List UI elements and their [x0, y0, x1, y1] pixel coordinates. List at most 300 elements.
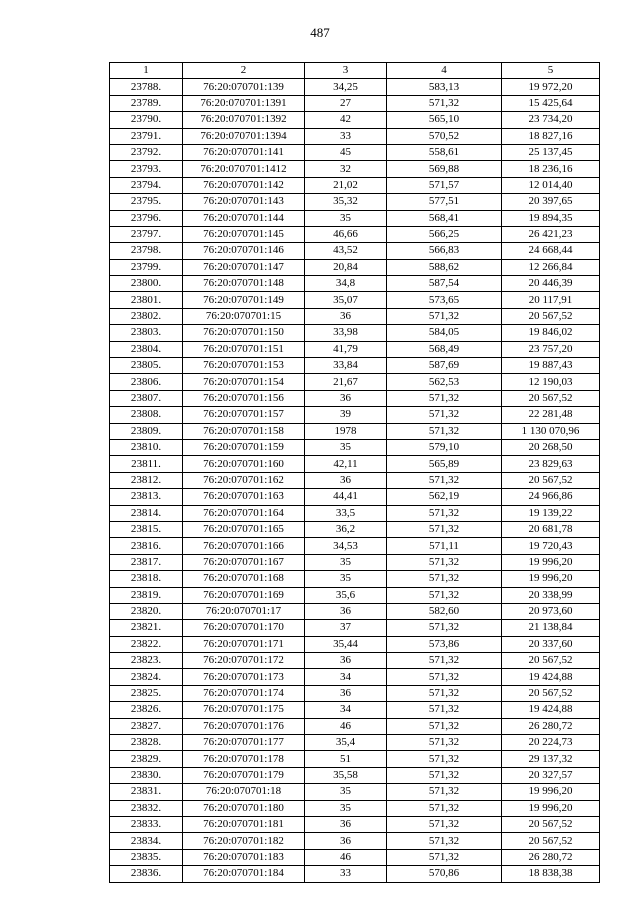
rate-cell: 571,32: [387, 571, 502, 587]
area-cell: 34: [305, 669, 387, 685]
row-number-cell: 23809.: [110, 423, 183, 439]
cadastral-number-cell: 76:20:070701:177: [183, 735, 305, 751]
table-row: [110, 784, 600, 800]
column-header: 5: [502, 63, 600, 79]
area-cell: 34,25: [305, 79, 387, 95]
row-number-cell: 23813.: [110, 489, 183, 505]
cadastral-number-cell: 76:20:070701:154: [183, 374, 305, 390]
area-cell: 42,11: [305, 456, 387, 472]
cadastral-number-cell: 76:20:070701:168: [183, 571, 305, 587]
cadastral-number-cell: 76:20:070701:163: [183, 489, 305, 505]
area-cell: 35: [305, 554, 387, 570]
rate-cell: 571,32: [387, 833, 502, 849]
area-cell: 21,02: [305, 177, 387, 193]
rate-cell: 571,32: [387, 653, 502, 669]
cadastral-number-cell: 76:20:070701:160: [183, 456, 305, 472]
cadastral-number-cell: 76:20:070701:18: [183, 784, 305, 800]
cadastral-number-cell: 76:20:070701:176: [183, 718, 305, 734]
rate-cell: 566,25: [387, 226, 502, 242]
value-cell: 12 190,03: [502, 374, 600, 390]
table-row: [110, 751, 600, 767]
row-number-cell: 23829.: [110, 751, 183, 767]
value-cell: 19 894,35: [502, 210, 600, 226]
table-row: [110, 538, 600, 554]
row-number-cell: 23812.: [110, 472, 183, 488]
row-number-cell: 23835.: [110, 849, 183, 865]
area-cell: 33: [305, 866, 387, 882]
value-cell: 26 280,72: [502, 718, 600, 734]
row-number-cell: 23831.: [110, 784, 183, 800]
row-number-cell: 23806.: [110, 374, 183, 390]
table-row: [110, 456, 600, 472]
table-row: [110, 653, 600, 669]
rate-cell: 571,32: [387, 816, 502, 832]
area-cell: 35,4: [305, 735, 387, 751]
value-cell: 21 138,84: [502, 620, 600, 636]
row-number-cell: 23810.: [110, 439, 183, 455]
area-cell: 35: [305, 571, 387, 587]
cadastral-number-cell: 76:20:070701:166: [183, 538, 305, 554]
value-cell: 20 567,52: [502, 653, 600, 669]
value-cell: 20 397,65: [502, 194, 600, 210]
cadastral-number-cell: 76:20:070701:1391: [183, 95, 305, 111]
row-number-cell: 23825.: [110, 685, 183, 701]
table-row: [110, 259, 600, 275]
row-number-cell: 23804.: [110, 341, 183, 357]
area-cell: 34: [305, 702, 387, 718]
value-cell: 18 838,38: [502, 866, 600, 882]
table-row: [110, 341, 600, 357]
table-row: [110, 554, 600, 570]
table-row: [110, 79, 600, 95]
rate-cell: 571,32: [387, 95, 502, 111]
cadastral-number-cell: 76:20:070701:15: [183, 308, 305, 324]
table-row: [110, 866, 600, 882]
value-cell: 1 130 070,96: [502, 423, 600, 439]
table-row: [110, 128, 600, 144]
area-cell: 43,52: [305, 243, 387, 259]
cadastral-number-cell: 76:20:070701:169: [183, 587, 305, 603]
cadastral-number-cell: 76:20:070701:150: [183, 325, 305, 341]
rate-cell: 568,49: [387, 341, 502, 357]
row-number-cell: 23819.: [110, 587, 183, 603]
area-cell: 41,79: [305, 341, 387, 357]
table-row: [110, 243, 600, 259]
rate-cell: 582,60: [387, 603, 502, 619]
rate-cell: 571,32: [387, 718, 502, 734]
area-cell: 20,84: [305, 259, 387, 275]
area-cell: 36: [305, 603, 387, 619]
value-cell: 19 996,20: [502, 571, 600, 587]
rate-cell: 571,32: [387, 800, 502, 816]
table-row: [110, 685, 600, 701]
table-row: [110, 374, 600, 390]
area-cell: 45: [305, 144, 387, 160]
area-cell: 35,44: [305, 636, 387, 652]
area-cell: 1978: [305, 423, 387, 439]
row-number-cell: 23816.: [110, 538, 183, 554]
cadastral-number-cell: 76:20:070701:156: [183, 390, 305, 406]
row-number-cell: 23827.: [110, 718, 183, 734]
rate-cell: 562,53: [387, 374, 502, 390]
rate-cell: 571,32: [387, 784, 502, 800]
cadastral-number-cell: 76:20:070701:151: [183, 341, 305, 357]
value-cell: 19 887,43: [502, 358, 600, 374]
cadastral-number-cell: 76:20:070701:178: [183, 751, 305, 767]
cadastral-number-cell: 76:20:070701:173: [183, 669, 305, 685]
area-cell: 34,8: [305, 276, 387, 292]
value-cell: 23 829,63: [502, 456, 600, 472]
table-row: [110, 112, 600, 128]
rate-cell: 571,32: [387, 587, 502, 603]
row-number-cell: 23805.: [110, 358, 183, 374]
rate-cell: 568,41: [387, 210, 502, 226]
value-cell: 12 014,40: [502, 177, 600, 193]
cadastral-number-cell: 76:20:070701:165: [183, 521, 305, 537]
row-number-cell: 23788.: [110, 79, 183, 95]
row-number-cell: 23826.: [110, 702, 183, 718]
table-row: [110, 620, 600, 636]
cadastral-number-cell: 76:20:070701:144: [183, 210, 305, 226]
column-header: 2: [183, 63, 305, 79]
table-row: [110, 849, 600, 865]
area-cell: 35,07: [305, 292, 387, 308]
value-cell: 20 567,52: [502, 816, 600, 832]
row-number-cell: 23807.: [110, 390, 183, 406]
row-number-cell: 23802.: [110, 308, 183, 324]
value-cell: 19 846,02: [502, 325, 600, 341]
row-number-cell: 23818.: [110, 571, 183, 587]
value-cell: 20 327,57: [502, 767, 600, 783]
rate-cell: 571,32: [387, 554, 502, 570]
cadastral-number-cell: 76:20:070701:146: [183, 243, 305, 259]
table-row: [110, 407, 600, 423]
value-cell: 24 668,44: [502, 243, 600, 259]
area-cell: 36: [305, 833, 387, 849]
rate-cell: 571,32: [387, 767, 502, 783]
row-number-cell: 23803.: [110, 325, 183, 341]
table-row: [110, 816, 600, 832]
rate-cell: 566,83: [387, 243, 502, 259]
row-number-cell: 23795.: [110, 194, 183, 210]
area-cell: 34,53: [305, 538, 387, 554]
rate-cell: 584,05: [387, 325, 502, 341]
table-row: [110, 276, 600, 292]
value-cell: 19 720,43: [502, 538, 600, 554]
table-row: [110, 800, 600, 816]
cadastral-number-cell: 76:20:070701:171: [183, 636, 305, 652]
value-cell: 20 567,52: [502, 685, 600, 701]
cadastral-number-cell: 76:20:070701:159: [183, 439, 305, 455]
rate-cell: 571,32: [387, 702, 502, 718]
value-cell: 19 996,20: [502, 800, 600, 816]
table-row: [110, 521, 600, 537]
area-cell: 35: [305, 210, 387, 226]
value-cell: 20 224,73: [502, 735, 600, 751]
area-cell: 33,5: [305, 505, 387, 521]
value-cell: 24 966,86: [502, 489, 600, 505]
cadastral-number-cell: 76:20:070701:167: [183, 554, 305, 570]
rate-cell: 587,69: [387, 358, 502, 374]
row-number-cell: 23821.: [110, 620, 183, 636]
area-cell: 33: [305, 128, 387, 144]
cadastral-number-cell: 76:20:070701:147: [183, 259, 305, 275]
row-number-cell: 23824.: [110, 669, 183, 685]
area-cell: 46: [305, 718, 387, 734]
area-cell: 36: [305, 308, 387, 324]
value-cell: 19 424,88: [502, 669, 600, 685]
rate-cell: 587,54: [387, 276, 502, 292]
cadastral-number-cell: 76:20:070701:143: [183, 194, 305, 210]
table-row: [110, 718, 600, 734]
table-row: [110, 161, 600, 177]
rate-cell: 571,32: [387, 669, 502, 685]
value-cell: 22 281,48: [502, 407, 600, 423]
row-number-cell: 23823.: [110, 653, 183, 669]
value-cell: 23 757,20: [502, 341, 600, 357]
row-number-cell: 23791.: [110, 128, 183, 144]
rate-cell: 571,32: [387, 685, 502, 701]
cadastral-number-cell: 76:20:070701:153: [183, 358, 305, 374]
value-cell: 18 236,16: [502, 161, 600, 177]
table-row: [110, 423, 600, 439]
rate-cell: 573,65: [387, 292, 502, 308]
row-number-cell: 23800.: [110, 276, 183, 292]
value-cell: 20 567,52: [502, 308, 600, 324]
row-number-cell: 23834.: [110, 833, 183, 849]
row-number-cell: 23801.: [110, 292, 183, 308]
table-row: [110, 210, 600, 226]
area-cell: 35: [305, 439, 387, 455]
rate-cell: 571,32: [387, 751, 502, 767]
rate-cell: 588,62: [387, 259, 502, 275]
area-cell: 44,41: [305, 489, 387, 505]
table-row: [110, 669, 600, 685]
area-cell: 46,66: [305, 226, 387, 242]
column-header: 4: [387, 63, 502, 79]
value-cell: 25 137,45: [502, 144, 600, 160]
table-row: [110, 308, 600, 324]
row-number-cell: 23811.: [110, 456, 183, 472]
cadastral-number-cell: 76:20:070701:141: [183, 144, 305, 160]
data-table: [109, 62, 600, 883]
area-cell: 36: [305, 816, 387, 832]
rate-cell: 569,88: [387, 161, 502, 177]
cadastral-number-cell: 76:20:070701:162: [183, 472, 305, 488]
cadastral-number-cell: 76:20:070701:175: [183, 702, 305, 718]
column-header: 1: [110, 63, 183, 79]
value-cell: 26 280,72: [502, 849, 600, 865]
rate-cell: 571,32: [387, 849, 502, 865]
area-cell: 33,98: [305, 325, 387, 341]
area-cell: 36,2: [305, 521, 387, 537]
area-cell: 36: [305, 653, 387, 669]
area-cell: 36: [305, 390, 387, 406]
rate-cell: 571,32: [387, 423, 502, 439]
cadastral-number-cell: 76:20:070701:181: [183, 816, 305, 832]
cadastral-number-cell: 76:20:070701:164: [183, 505, 305, 521]
row-number-cell: 23836.: [110, 866, 183, 882]
area-cell: 42: [305, 112, 387, 128]
rate-cell: 558,61: [387, 144, 502, 160]
cadastral-number-cell: 76:20:070701:145: [183, 226, 305, 242]
rate-cell: 571,32: [387, 407, 502, 423]
area-cell: 33,84: [305, 358, 387, 374]
cadastral-number-cell: 76:20:070701:1412: [183, 161, 305, 177]
value-cell: 26 421,23: [502, 226, 600, 242]
rate-cell: 570,86: [387, 866, 502, 882]
table-row: [110, 571, 600, 587]
column-header: 3: [305, 63, 387, 79]
area-cell: 39: [305, 407, 387, 423]
table-row: [110, 95, 600, 111]
rate-cell: 583,13: [387, 79, 502, 95]
cadastral-number-cell: 76:20:070701:183: [183, 849, 305, 865]
value-cell: 29 137,32: [502, 751, 600, 767]
row-number-cell: 23792.: [110, 144, 183, 160]
row-number-cell: 23799.: [110, 259, 183, 275]
cadastral-number-cell: 76:20:070701:170: [183, 620, 305, 636]
area-cell: 35: [305, 784, 387, 800]
row-number-cell: 23796.: [110, 210, 183, 226]
value-cell: 20 973,60: [502, 603, 600, 619]
cadastral-number-cell: 76:20:070701:148: [183, 276, 305, 292]
table-header-row: [110, 63, 600, 79]
table-row: [110, 472, 600, 488]
cadastral-number-cell: 76:20:070701:179: [183, 767, 305, 783]
table-row: [110, 325, 600, 341]
row-number-cell: 23832.: [110, 800, 183, 816]
row-number-cell: 23790.: [110, 112, 183, 128]
value-cell: 20 567,52: [502, 833, 600, 849]
value-cell: 20 337,60: [502, 636, 600, 652]
table-row: [110, 767, 600, 783]
table-row: [110, 636, 600, 652]
row-number-cell: 23820.: [110, 603, 183, 619]
value-cell: 20 117,91: [502, 292, 600, 308]
row-number-cell: 23830.: [110, 767, 183, 783]
area-cell: 35,58: [305, 767, 387, 783]
row-number-cell: 23797.: [110, 226, 183, 242]
row-number-cell: 23798.: [110, 243, 183, 259]
table-row: [110, 587, 600, 603]
row-number-cell: 23789.: [110, 95, 183, 111]
cadastral-number-cell: 76:20:070701:17: [183, 603, 305, 619]
row-number-cell: 23822.: [110, 636, 183, 652]
area-cell: 21,67: [305, 374, 387, 390]
area-cell: 35,6: [305, 587, 387, 603]
table-row: [110, 358, 600, 374]
table-row: [110, 144, 600, 160]
cadastral-number-cell: 76:20:070701:182: [183, 833, 305, 849]
rate-cell: 571,11: [387, 538, 502, 554]
rate-cell: 577,51: [387, 194, 502, 210]
value-cell: 20 338,99: [502, 587, 600, 603]
cadastral-number-cell: 76:20:070701:139: [183, 79, 305, 95]
rate-cell: 570,52: [387, 128, 502, 144]
cadastral-number-cell: 76:20:070701:158: [183, 423, 305, 439]
rate-cell: 562,19: [387, 489, 502, 505]
rate-cell: 573,86: [387, 636, 502, 652]
value-cell: 20 567,52: [502, 472, 600, 488]
table-row: [110, 603, 600, 619]
row-number-cell: 23794.: [110, 177, 183, 193]
table-row: [110, 292, 600, 308]
rate-cell: 571,32: [387, 472, 502, 488]
table-row: [110, 439, 600, 455]
value-cell: 18 827,16: [502, 128, 600, 144]
cadastral-number-cell: 76:20:070701:142: [183, 177, 305, 193]
table-row: [110, 489, 600, 505]
value-cell: 23 734,20: [502, 112, 600, 128]
area-cell: 37: [305, 620, 387, 636]
rate-cell: 571,32: [387, 505, 502, 521]
table-row: [110, 226, 600, 242]
area-cell: 35,32: [305, 194, 387, 210]
cadastral-number-cell: 76:20:070701:172: [183, 653, 305, 669]
table-row: [110, 833, 600, 849]
table-body: [110, 79, 600, 882]
row-number-cell: 23833.: [110, 816, 183, 832]
rate-cell: 571,32: [387, 735, 502, 751]
value-cell: 19 996,20: [502, 784, 600, 800]
value-cell: 19 424,88: [502, 702, 600, 718]
value-cell: 19 996,20: [502, 554, 600, 570]
rate-cell: 565,10: [387, 112, 502, 128]
value-cell: 20 268,50: [502, 439, 600, 455]
area-cell: 36: [305, 685, 387, 701]
rate-cell: 579,10: [387, 439, 502, 455]
area-cell: 46: [305, 849, 387, 865]
value-cell: 12 266,84: [502, 259, 600, 275]
table-header: [110, 63, 600, 79]
row-number-cell: 23793.: [110, 161, 183, 177]
cadastral-number-cell: 76:20:070701:157: [183, 407, 305, 423]
table-row: [110, 702, 600, 718]
area-cell: 36: [305, 472, 387, 488]
row-number-cell: 23817.: [110, 554, 183, 570]
table-row: [110, 505, 600, 521]
cadastral-number-cell: 76:20:070701:149: [183, 292, 305, 308]
table-row: [110, 177, 600, 193]
value-cell: 15 425,64: [502, 95, 600, 111]
rate-cell: 571,32: [387, 521, 502, 537]
value-cell: 20 681,78: [502, 521, 600, 537]
page-number: 487: [310, 25, 330, 40]
value-cell: 19 972,20: [502, 79, 600, 95]
value-cell: 19 139,22: [502, 505, 600, 521]
rate-cell: 571,32: [387, 620, 502, 636]
rate-cell: 565,89: [387, 456, 502, 472]
row-number-cell: 23808.: [110, 407, 183, 423]
rate-cell: 571,57: [387, 177, 502, 193]
row-number-cell: 23828.: [110, 735, 183, 751]
cadastral-number-cell: 76:20:070701:180: [183, 800, 305, 816]
row-number-cell: 23814.: [110, 505, 183, 521]
area-cell: 51: [305, 751, 387, 767]
area-cell: 27: [305, 95, 387, 111]
cadastral-number-cell: 76:20:070701:184: [183, 866, 305, 882]
row-number-cell: 23815.: [110, 521, 183, 537]
table-row: [110, 194, 600, 210]
cadastral-number-cell: 76:20:070701:1392: [183, 112, 305, 128]
table-row: [110, 390, 600, 406]
area-cell: 32: [305, 161, 387, 177]
rate-cell: 571,32: [387, 308, 502, 324]
value-cell: 20 446,39: [502, 276, 600, 292]
rate-cell: 571,32: [387, 390, 502, 406]
cadastral-number-cell: 76:20:070701:174: [183, 685, 305, 701]
